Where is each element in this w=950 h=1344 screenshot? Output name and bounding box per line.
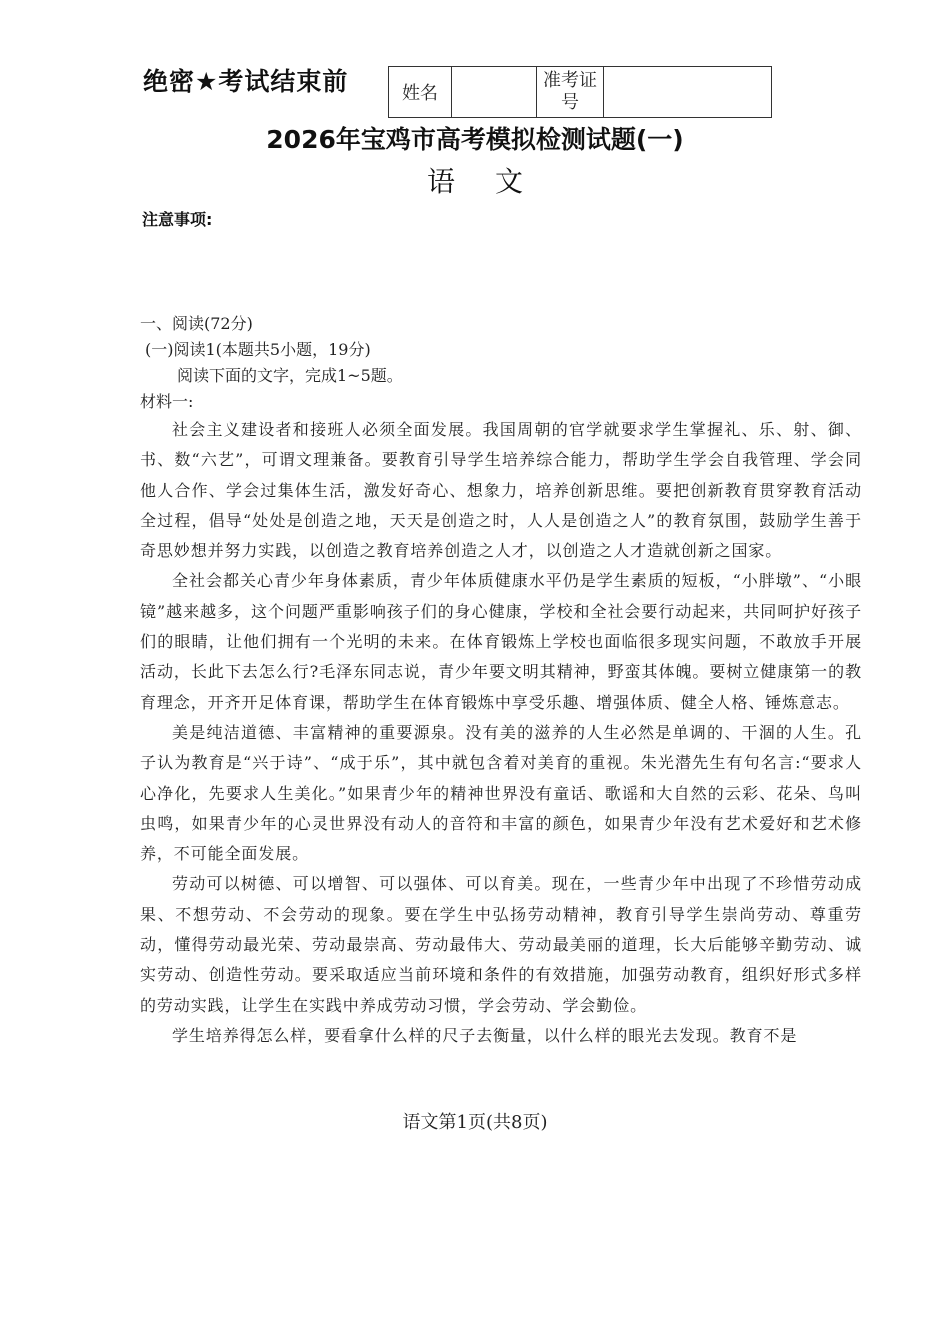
- exam-title: 2026年宝鸡市高考模拟检测试题(一): [266, 125, 684, 154]
- name-field[interactable]: [452, 67, 537, 118]
- exam-id-label: [537, 67, 604, 118]
- secret-mark: 绝密★考试结束前: [143, 67, 349, 96]
- candidate-info-table: [388, 66, 772, 118]
- sub-section-heading: (一)阅读1(本题共5小题，19分): [145, 340, 371, 359]
- exam-id-label-line2: 号: [561, 92, 579, 113]
- material-label: 材料一:: [140, 392, 194, 411]
- paragraph-4: 劳动可以树德、可以增智、可以强体、可以育美。现在，一些青少年中出现了不珍惜劳动成果、不想劳动、不会劳动的现象。要在学生中弘扬劳动精神，教育引导学生崇尚劳动、尊重劳动，懂得劳动最光荣、劳动最崇高、劳动最伟大、劳动最美丽的道理，长大后能够辛勤劳动、诚实劳动、创造性劳动。要采取适应当前环境和条件的有效措施，加强劳动教育，组织好形式多样的劳动实践，让学生在实践中养成劳动习惯，学会劳动、学会勤俭。: [140, 874, 862, 1015]
- paragraph-3: 美是纯洁道德、丰富精神的重要源泉。没有美的滋养的人生必然是单调的、干涸的人生。孔子认为教育是“兴于诗”、“成于乐”，其中就包含着对美育的重视。朱光潜先生有句名言:“要求人心净化，先要求人生美化。”如果青少年的精神世界没有童话、歌谣和大自然的云彩、花朵、鸟叫虫鸣，如果青少年的心灵世界没有动人的音符和丰富的颜色，如果青少年没有艺术爱好和艺术修养，不可能全面发展。: [140, 722, 862, 864]
- paragraph-5: 学生培养得怎么样，要看拿什么样的尺子去衡量，以什么样的眼光去发现。教育不是: [172, 1025, 798, 1045]
- exam-id-field[interactable]: [604, 67, 772, 118]
- page-footer: 语文第1页(共8页): [402, 1112, 548, 1133]
- exam-id-label-line1: 准考证: [543, 70, 597, 91]
- paragraph-2: 全社会都关心青少年身体素质，青少年体质健康水平仍是学生素质的短板，“小胖墩”、“小眼镜”越来越多，这个问题严重影响孩子们的身心健康，学校和全社会要行动起来，共同呵护好孩子们的眼睛，让他们拥有一个光明的未来。在体育锻炼上学校也面临很多现实问题，不敢放手开展活动，长此下去怎么行?毛泽东同志说，青少年要文明其精神，野蛮其体魄。要树立健康第一的教育理念，开齐开足体育课，帮助学生在体育锻炼中享受乐趣、增强体质、健全人格、锤炼意志。: [140, 571, 862, 712]
- paragraph-1: 社会主义建设者和接班人必须全面发展。我国周朝的官学就要求学生掌握礼、乐、射、御、书、数“六艺”，可谓文理兼备。要教育引导学生培养综合能力，帮助学生学会自我管理、学会同他人合作、学会过集体生活，激发好奇心、想象力，培养创新思维。要把创新教育贯穿教育活动全过程，倡导“处处是创造之地，天天是创造之时，人人是创造之人”的教育氛围，鼓励学生善于奇思妙想并努力实践，以创造之教育培养创造之人才，以创造之人才造就创新之国家。: [140, 420, 862, 561]
- subject-title: 语文: [426, 165, 563, 198]
- instruction: 阅读下面的文字，完成1~5题。: [177, 366, 403, 385]
- section-heading: 一、阅读(72分): [140, 314, 253, 333]
- name-label: 姓名: [389, 67, 452, 118]
- material-body: [140, 415, 862, 1051]
- notice-heading: 注意事项:: [142, 210, 213, 229]
